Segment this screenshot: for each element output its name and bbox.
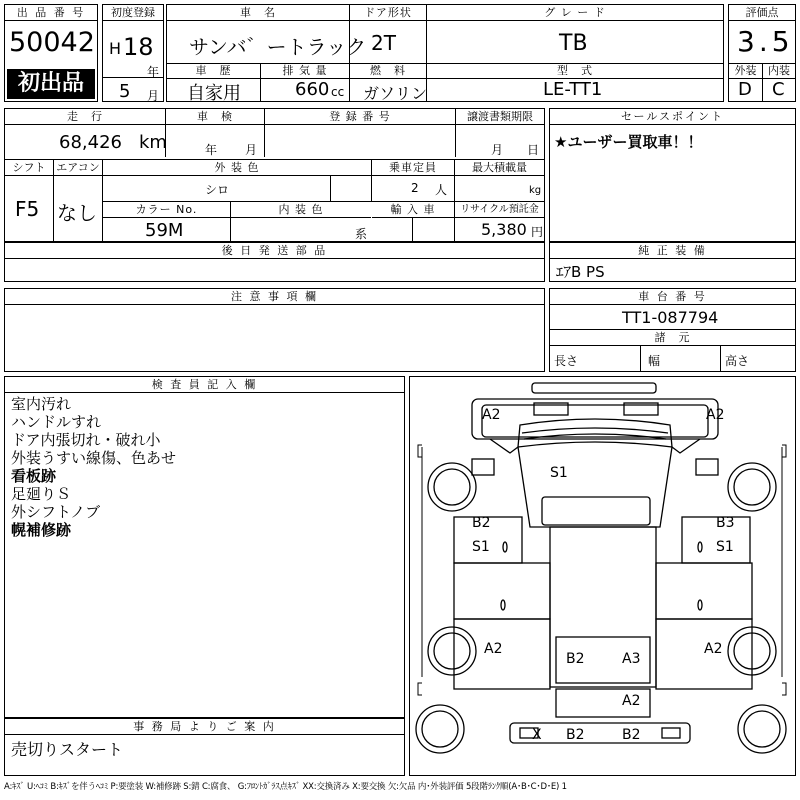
color-no-label: カラー No. xyxy=(103,202,230,218)
inspector-line: 外シフトノブ xyxy=(11,503,101,521)
inspector-box xyxy=(4,376,405,718)
interior-score: C xyxy=(772,79,785,100)
car-diagram-box xyxy=(409,376,796,776)
capacity-unit: 人 xyxy=(435,183,448,197)
width-label: 幅 xyxy=(648,354,661,368)
equipment-box xyxy=(549,242,796,282)
parts-label: 後 日 発 送 部 品 xyxy=(5,243,544,259)
recycle-unit: 円 xyxy=(531,225,544,239)
lot-number: 50042 xyxy=(9,27,95,58)
capacity-label: 乗車定員 xyxy=(372,160,454,176)
inspector-line: 幌補修跡 xyxy=(11,521,72,539)
notes-box xyxy=(4,288,545,372)
damage-mark: B3 xyxy=(716,515,735,531)
inspection-year-unit: 年 xyxy=(205,143,218,157)
transfer-day-unit: 日 xyxy=(527,143,540,157)
legend: A:ｷｽﾞ U:ﾍｺﾐ B:ｷｽﾞを伴うﾍｺﾐ P:要塗装 W:補修跡 S:錆 C:腐食、 G:ﾌﾛﾝﾄｶﾞﾗｽ点ｷｽﾞ XX:交換済み X:要交換 欠:欠品 内･外装評価 5段階ﾗﾝｸ順(A･B･C･D･E) 1 xyxy=(4,782,567,792)
model-label: 型 式 xyxy=(427,63,723,79)
office-text: 売切りスタート xyxy=(11,740,124,759)
first-reg-label: 初度登録 xyxy=(103,5,163,21)
lot-box xyxy=(4,4,98,102)
interior-label: 内装 xyxy=(763,63,795,79)
color-label: 外 装 色 xyxy=(103,160,371,176)
era: H xyxy=(109,39,122,58)
damage-mark: A2 xyxy=(482,407,501,423)
ac-label: エアコン xyxy=(54,160,102,176)
height-label: 高さ xyxy=(725,354,750,368)
car-name: サンバ゛ートラック xyxy=(189,35,367,59)
score-label: 評価点 xyxy=(729,5,795,21)
damage-mark: A2 xyxy=(622,693,641,709)
inspector-line: 足廻りＳ xyxy=(11,485,72,503)
interior-color-label: 内 装 色 xyxy=(231,202,371,218)
damage-mark: B2 xyxy=(566,727,585,743)
mileage-unit: km xyxy=(139,132,167,153)
displacement-unit: cc xyxy=(331,85,345,99)
inspector-line: 看板跡 xyxy=(11,467,57,485)
model: LE-TT1 xyxy=(543,79,603,100)
history-label: 車 歴 xyxy=(167,63,260,79)
specs-box xyxy=(4,108,545,242)
dims-label: 諸 元 xyxy=(550,330,795,346)
sales-point-text: ★ユーザー買取車！！ xyxy=(554,133,703,151)
displacement: 660 xyxy=(295,79,330,100)
car-diagram xyxy=(410,377,795,775)
inspector-label: 検 査 員 記 入 欄 xyxy=(5,377,404,393)
damage-mark: X xyxy=(532,727,542,743)
exterior-label: 外装 xyxy=(729,63,762,79)
damage-mark: S1 xyxy=(716,539,734,555)
transfer-month-unit: 月 xyxy=(491,143,504,157)
damage-mark: S1 xyxy=(472,539,490,555)
sales-point-label: セールスポイント xyxy=(550,109,795,125)
ac: なし xyxy=(57,201,97,225)
inspection-month-unit: 月 xyxy=(245,143,258,157)
damage-mark: A2 xyxy=(484,641,503,657)
capacity: 2 xyxy=(411,181,419,195)
chassis-label: 車 台 番 号 xyxy=(550,289,795,305)
recycle-fee: 5,380 xyxy=(481,220,527,239)
interior-color-unit: 系 xyxy=(355,227,368,241)
shift: F5 xyxy=(15,197,40,221)
score-box xyxy=(728,4,796,102)
damage-mark: A3 xyxy=(622,651,641,667)
damage-mark: A2 xyxy=(706,407,725,423)
year-unit: 年 xyxy=(147,65,160,79)
import-label: 輸 入 車 xyxy=(372,202,454,218)
inspector-line: ドア内張切れ・破れ小 xyxy=(11,431,161,449)
month-unit: 月 xyxy=(147,89,160,103)
recycle-label: リサイクル預託金 xyxy=(455,202,544,218)
grade-label: グ レ ー ド xyxy=(427,5,723,21)
equipment-label: 純 正 装 備 xyxy=(550,243,795,259)
sales-point-box xyxy=(549,108,796,242)
color: シロ xyxy=(205,183,230,197)
damage-mark: B2 xyxy=(566,651,585,667)
fuel-label: 燃 料 xyxy=(350,63,426,79)
parts-box xyxy=(4,242,545,282)
door-label: ドア形状 xyxy=(350,5,426,21)
registration-box xyxy=(102,4,164,102)
score: 3.5 xyxy=(737,25,794,58)
damage-mark: A2 xyxy=(704,641,723,657)
mileage: 68,426 xyxy=(59,132,122,153)
car-name-label: 車 名 xyxy=(167,5,349,21)
displacement-label: 排 気 量 xyxy=(261,63,349,79)
grade: TB xyxy=(559,31,588,56)
office-label: 事 務 局 よ り ご 案 内 xyxy=(5,719,404,735)
car-info-box xyxy=(166,4,724,102)
transfer-label: 譲渡書類期限 xyxy=(456,109,544,125)
damage-mark: S1 xyxy=(550,465,568,481)
fuel: ガソリン xyxy=(363,84,428,103)
lot-label: 出 品 番 号 xyxy=(5,5,97,21)
chassis-box xyxy=(549,288,796,372)
load-unit: kg xyxy=(529,185,542,196)
exterior-score: D xyxy=(738,79,752,100)
load-label: 最大積載量 xyxy=(455,160,544,176)
inspector-notes xyxy=(11,395,176,539)
shift-label: シフト xyxy=(5,160,53,176)
inspector-line: 室内汚れ xyxy=(11,395,72,413)
office-box xyxy=(4,718,405,776)
inspector-line: 外装うすい線傷、色あせ xyxy=(11,449,177,467)
reg-month: 5 xyxy=(119,81,131,102)
damage-mark: B2 xyxy=(622,727,641,743)
first-listing-badge: 初出品 xyxy=(7,69,95,99)
mileage-label: 走 行 xyxy=(5,109,165,125)
inspection-label: 車 検 xyxy=(166,109,264,125)
door-type: 2T xyxy=(371,31,396,55)
reg-year: 18 xyxy=(123,33,154,61)
length-label: 長さ xyxy=(554,354,579,368)
history: 自家用 xyxy=(187,83,241,104)
equipment-text: ｴｱB PS xyxy=(556,263,605,281)
notes-label: 注 意 事 項 欄 xyxy=(5,289,544,305)
chassis-number: TT1-087794 xyxy=(622,308,719,327)
damage-mark: B2 xyxy=(472,515,491,531)
color-no: 59M xyxy=(145,220,184,241)
inspector-line: ハンドルすれ xyxy=(11,413,102,431)
reg-number-label: 登 録 番 号 xyxy=(265,109,455,125)
